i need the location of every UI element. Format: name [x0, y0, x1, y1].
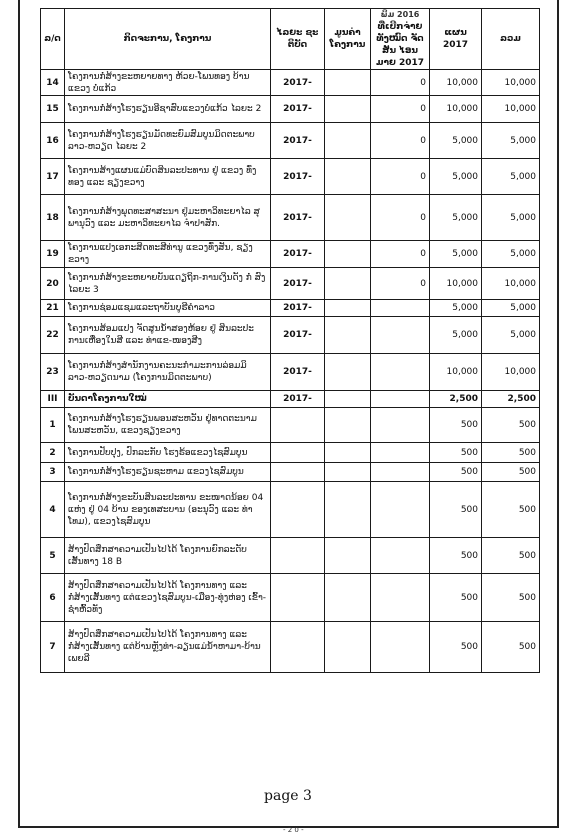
row-project-value	[325, 574, 371, 622]
row-plan-2017: 500	[430, 443, 482, 463]
row-activity-name: ໂຄງການສ້າງແຜນແມ່ບົດສິນລະປະທານ ຢູ່ ແຂວງ ທົ່ງທອງ ແລະ ຊຽງຂວາງ	[65, 159, 271, 195]
row-activity-name: ສ້າງປົດສຶກສາຄວາມເປັນໄປໄດ້ ໂຄງການຍົກລະດັບ ເສັ້ນທາງ 18 B	[65, 538, 271, 574]
table-row	[41, 70, 540, 96]
budget-table	[40, 8, 540, 673]
row-activity-name: ໂຄງການກໍ່ສ້າງພຸດທະສາສະນາ ຢູ່ມະຫາວິທະຍາໄລ ສຸພານຸວົງ ແລະ ມະຫາວິທະຍາໄລ ຈໍາປາສັກ.	[65, 195, 271, 241]
table-row	[41, 482, 540, 538]
table-row	[41, 268, 540, 300]
row-activity-name: ບັນດາໂຄງການໃໝ່	[65, 391, 271, 408]
row-total: 10,000	[482, 70, 540, 96]
row-project-value	[325, 482, 371, 538]
row-number: 1	[41, 408, 65, 443]
row-total: 500	[482, 408, 540, 443]
row-number: 23	[41, 354, 65, 391]
row-number: 3	[41, 463, 65, 482]
row-plan-2017: 10,000	[430, 70, 482, 96]
row-number: 16	[41, 123, 65, 159]
col-header-disbursed	[371, 9, 430, 70]
row-project-value	[325, 463, 371, 482]
page-number: page 3	[264, 788, 312, 804]
row-activity-name: ໂຄງການກໍ່ສ້າງໂຮງຮຽນພອນສະຫວັນ ຢູ່ທາດຕະນາມ ໂພນສະຫວັນ, ແຂວງຊຽງຂວາງ	[65, 408, 271, 443]
row-project-value	[325, 159, 371, 195]
row-project-value	[325, 268, 371, 300]
row-start-year: 2017-	[271, 159, 325, 195]
row-number: 18	[41, 195, 65, 241]
row-disbursed: 0	[371, 123, 430, 159]
row-start-year: 2017-	[271, 70, 325, 96]
row-start-year	[271, 538, 325, 574]
col-header-no: ລ/ດ	[41, 9, 65, 70]
table-row	[41, 317, 540, 354]
row-activity-name: ໂຄງການກໍ່ສ້າງຂະຫຍາຍທາງ ຫ້ວຍ-ໂພນທອງ ບ້ານແຂວງ ບໍ່ແກ້ວ	[65, 70, 271, 96]
col-header-disbursed-label: ທີ່ເບີກຈ່າຍທັງໝົດ ຈັດສັນ ໄອນ ມາຍ 2017	[375, 22, 425, 68]
row-disbursed	[371, 354, 430, 391]
row-plan-2017: 10,000	[430, 96, 482, 123]
col-header-name: ກິດຈະການ, ໂຄງການ	[65, 9, 271, 70]
col-header-start-year: ໄລຍະ ຊະຕິບັດ	[271, 9, 325, 70]
row-project-value	[325, 70, 371, 96]
row-activity-name: ໂຄງການກໍ່ສ້າງຂະຫຍາຍບັນແດຽຖິກ-ການເງິນດັງ ກໍ່ ສົງ ໄລຍະ 3	[65, 268, 271, 300]
row-disbursed	[371, 408, 430, 443]
row-total: 2,500	[482, 391, 540, 408]
row-start-year: 2017-	[271, 391, 325, 408]
row-total: 5,000	[482, 123, 540, 159]
row-plan-2017: 5,000	[430, 123, 482, 159]
row-disbursed	[371, 622, 430, 673]
row-total: 5,000	[482, 241, 540, 268]
col-header-plan-2017: ແຜນ 2017	[430, 9, 482, 70]
row-activity-name: ໂຄງການປັບປຸງ, ປົກລະກັບ ໂຮງຮ້ອແຂວງໄຊສົມບູນ	[65, 443, 271, 463]
row-disbursed: 0	[371, 268, 430, 300]
row-plan-2017: 10,000	[430, 268, 482, 300]
col-header-cut-text: ພິມ 2016	[380, 10, 420, 19]
col-header-total: ລວມ	[482, 9, 540, 70]
row-project-value	[325, 443, 371, 463]
row-disbursed	[371, 391, 430, 408]
row-project-value	[325, 123, 371, 159]
row-disbursed	[371, 538, 430, 574]
row-plan-2017: 500	[430, 622, 482, 673]
row-activity-name: ໂຄງການກໍ່ສ້າງສໍານັກງານຄະນະກໍາມະການລ່ອມມິ ລາວ-ຫວຽດນາມ (ໂຄງການມິດຕະພາບ)	[65, 354, 271, 391]
row-project-value	[325, 538, 371, 574]
row-plan-2017: 500	[430, 538, 482, 574]
row-start-year: 2017-	[271, 354, 325, 391]
row-project-value	[325, 241, 371, 268]
row-start-year: 2017-	[271, 96, 325, 123]
row-number: 5	[41, 538, 65, 574]
row-start-year	[271, 622, 325, 673]
row-activity-name: ໂຄງການສ້ອມແປງ ຈັດສູນນ້ໍາສອງຫ້ອຍ ຢູ່ ສິນລະປະການເຫື່ອງໃນສີ ແລະ ທ່າແຂ-ໜອງສີງ	[65, 317, 271, 354]
row-number: 20	[41, 268, 65, 300]
row-plan-2017: 500	[430, 463, 482, 482]
table-section-row	[41, 391, 540, 408]
table-row	[41, 123, 540, 159]
row-plan-2017: 500	[430, 408, 482, 443]
row-number: 15	[41, 96, 65, 123]
row-total: 500	[482, 443, 540, 463]
row-project-value	[325, 300, 371, 317]
table-row	[41, 300, 540, 317]
row-activity-name: ໂຄງການກໍ່ສ້າງໂຮງຮຽນມັດທະຍົມສົມບູນມິດຕະພາບ ລາວ-ຫວຽດ ໄລຍະ 2	[65, 123, 271, 159]
row-disbursed: 0	[371, 159, 430, 195]
row-start-year	[271, 482, 325, 538]
page-bottom-cut-text: - 2 0 -	[283, 826, 304, 834]
row-project-value	[325, 96, 371, 123]
row-activity-name: ໂຄງການແປງເອກະສິດທະສີທ່ານູ ແຂວງທົ່ງສັນ, ຊຽງຂວາງ	[65, 241, 271, 268]
row-disbursed: 0	[371, 96, 430, 123]
row-total: 500	[482, 574, 540, 622]
table-header-row	[41, 9, 540, 70]
table-row	[41, 538, 540, 574]
row-start-year	[271, 463, 325, 482]
table-body	[41, 70, 540, 673]
table-row	[41, 241, 540, 268]
table-row	[41, 574, 540, 622]
row-project-value	[325, 354, 371, 391]
row-start-year: 2017-	[271, 317, 325, 354]
row-number: III	[41, 391, 65, 408]
row-project-value	[325, 408, 371, 443]
row-total: 5,000	[482, 317, 540, 354]
row-total: 10,000	[482, 268, 540, 300]
row-project-value	[325, 391, 371, 408]
row-plan-2017: 10,000	[430, 354, 482, 391]
row-total: 10,000	[482, 354, 540, 391]
row-total: 5,000	[482, 300, 540, 317]
row-disbursed: 0	[371, 195, 430, 241]
row-plan-2017: 5,000	[430, 241, 482, 268]
row-total: 500	[482, 463, 540, 482]
row-number: 4	[41, 482, 65, 538]
row-plan-2017: 5,000	[430, 317, 482, 354]
row-disbursed	[371, 574, 430, 622]
col-header-value: ມູນຄ່າ ໂຄງການ	[325, 9, 371, 70]
row-plan-2017: 5,000	[430, 195, 482, 241]
row-activity-name: ໂຄງການກໍ່ສ້າງຂະບັນສິນລະປະທານ ຂະໜາດນ້ອຍ 04 ແຫ່ງ ຢູ່ 04 ບ້ານ ຂອງເທສະບານ (ອະນຸວົງ ແລະ ທ່າໂທມ), ແຂວງໄຊສົມບູນ	[65, 482, 271, 538]
row-activity-name: ໂຄງການກໍ່ສ້າງໂຮງຮຽນຊະຫາມ ແຂວງໄຊສົມບູນ	[65, 463, 271, 482]
row-total: 5,000	[482, 159, 540, 195]
table-row	[41, 463, 540, 482]
row-activity-name: ໂຄງການຊ່ອມແຊມແລະຖາບັນບູຮີຄໍາລາວ	[65, 300, 271, 317]
row-start-year: 2017-	[271, 195, 325, 241]
table-row	[41, 195, 540, 241]
row-start-year: 2017-	[271, 300, 325, 317]
row-total: 5,000	[482, 195, 540, 241]
table-row	[41, 159, 540, 195]
row-disbursed	[371, 300, 430, 317]
table-row	[41, 443, 540, 463]
row-disbursed	[371, 463, 430, 482]
row-total: 10,000	[482, 96, 540, 123]
row-number: 17	[41, 159, 65, 195]
row-plan-2017: 500	[430, 482, 482, 538]
row-disbursed: 0	[371, 70, 430, 96]
row-total: 500	[482, 482, 540, 538]
row-number: 14	[41, 70, 65, 96]
row-total: 500	[482, 538, 540, 574]
row-start-year	[271, 574, 325, 622]
row-number: 22	[41, 317, 65, 354]
row-plan-2017: 5,000	[430, 159, 482, 195]
row-project-value	[325, 317, 371, 354]
row-disbursed: 0	[371, 241, 430, 268]
row-start-year: 2017-	[271, 268, 325, 300]
row-number: 6	[41, 574, 65, 622]
row-disbursed	[371, 482, 430, 538]
row-plan-2017: 5,000	[430, 300, 482, 317]
table-row	[41, 354, 540, 391]
row-activity-name: ໂຄງການກໍ່ສ້າງໂຮງຮຽນອີຊາສົບແຂວງບໍ່ແກ້ວ ໄລຍະ 2	[65, 96, 271, 123]
table-row	[41, 96, 540, 123]
row-project-value	[325, 622, 371, 673]
row-activity-name: ສ້າງປົດສຶກສາຄວາມເປັນໄປໄດ້ ໂຄງການທາງ ແລະ ກໍ່ສ້າງເສັ້ນທາງ ແຕ່ບ້ານຫຼັງທ່າ-ລຽນແມ່ນ້ໍາຫາມາ-ບ້ານ ເພຍລີ	[65, 622, 271, 673]
row-total: 500	[482, 622, 540, 673]
row-start-year: 2017-	[271, 123, 325, 159]
row-number: 21	[41, 300, 65, 317]
row-plan-2017: 500	[430, 574, 482, 622]
row-start-year	[271, 443, 325, 463]
row-project-value	[325, 195, 371, 241]
row-number: 7	[41, 622, 65, 673]
row-number: 19	[41, 241, 65, 268]
table-row	[41, 408, 540, 443]
row-disbursed	[371, 317, 430, 354]
row-plan-2017: 2,500	[430, 391, 482, 408]
row-start-year: 2017-	[271, 241, 325, 268]
row-activity-name: ສ້າງປົດສຶກສາຄວາມເປັນໄປໄດ້ ໂຄງການທາງ ແລະ ກໍ່ສ້າງເສັ້ນທາງ ແຕ່ແຂວງໄຊສົມບູນ-ເມືອງ-ທຸ່ງຫ່ອງ ເຂົ້າ- ຊຳຫົ້ວທັງ	[65, 574, 271, 622]
row-start-year	[271, 408, 325, 443]
table-row	[41, 622, 540, 673]
row-number: 2	[41, 443, 65, 463]
row-disbursed	[371, 443, 430, 463]
